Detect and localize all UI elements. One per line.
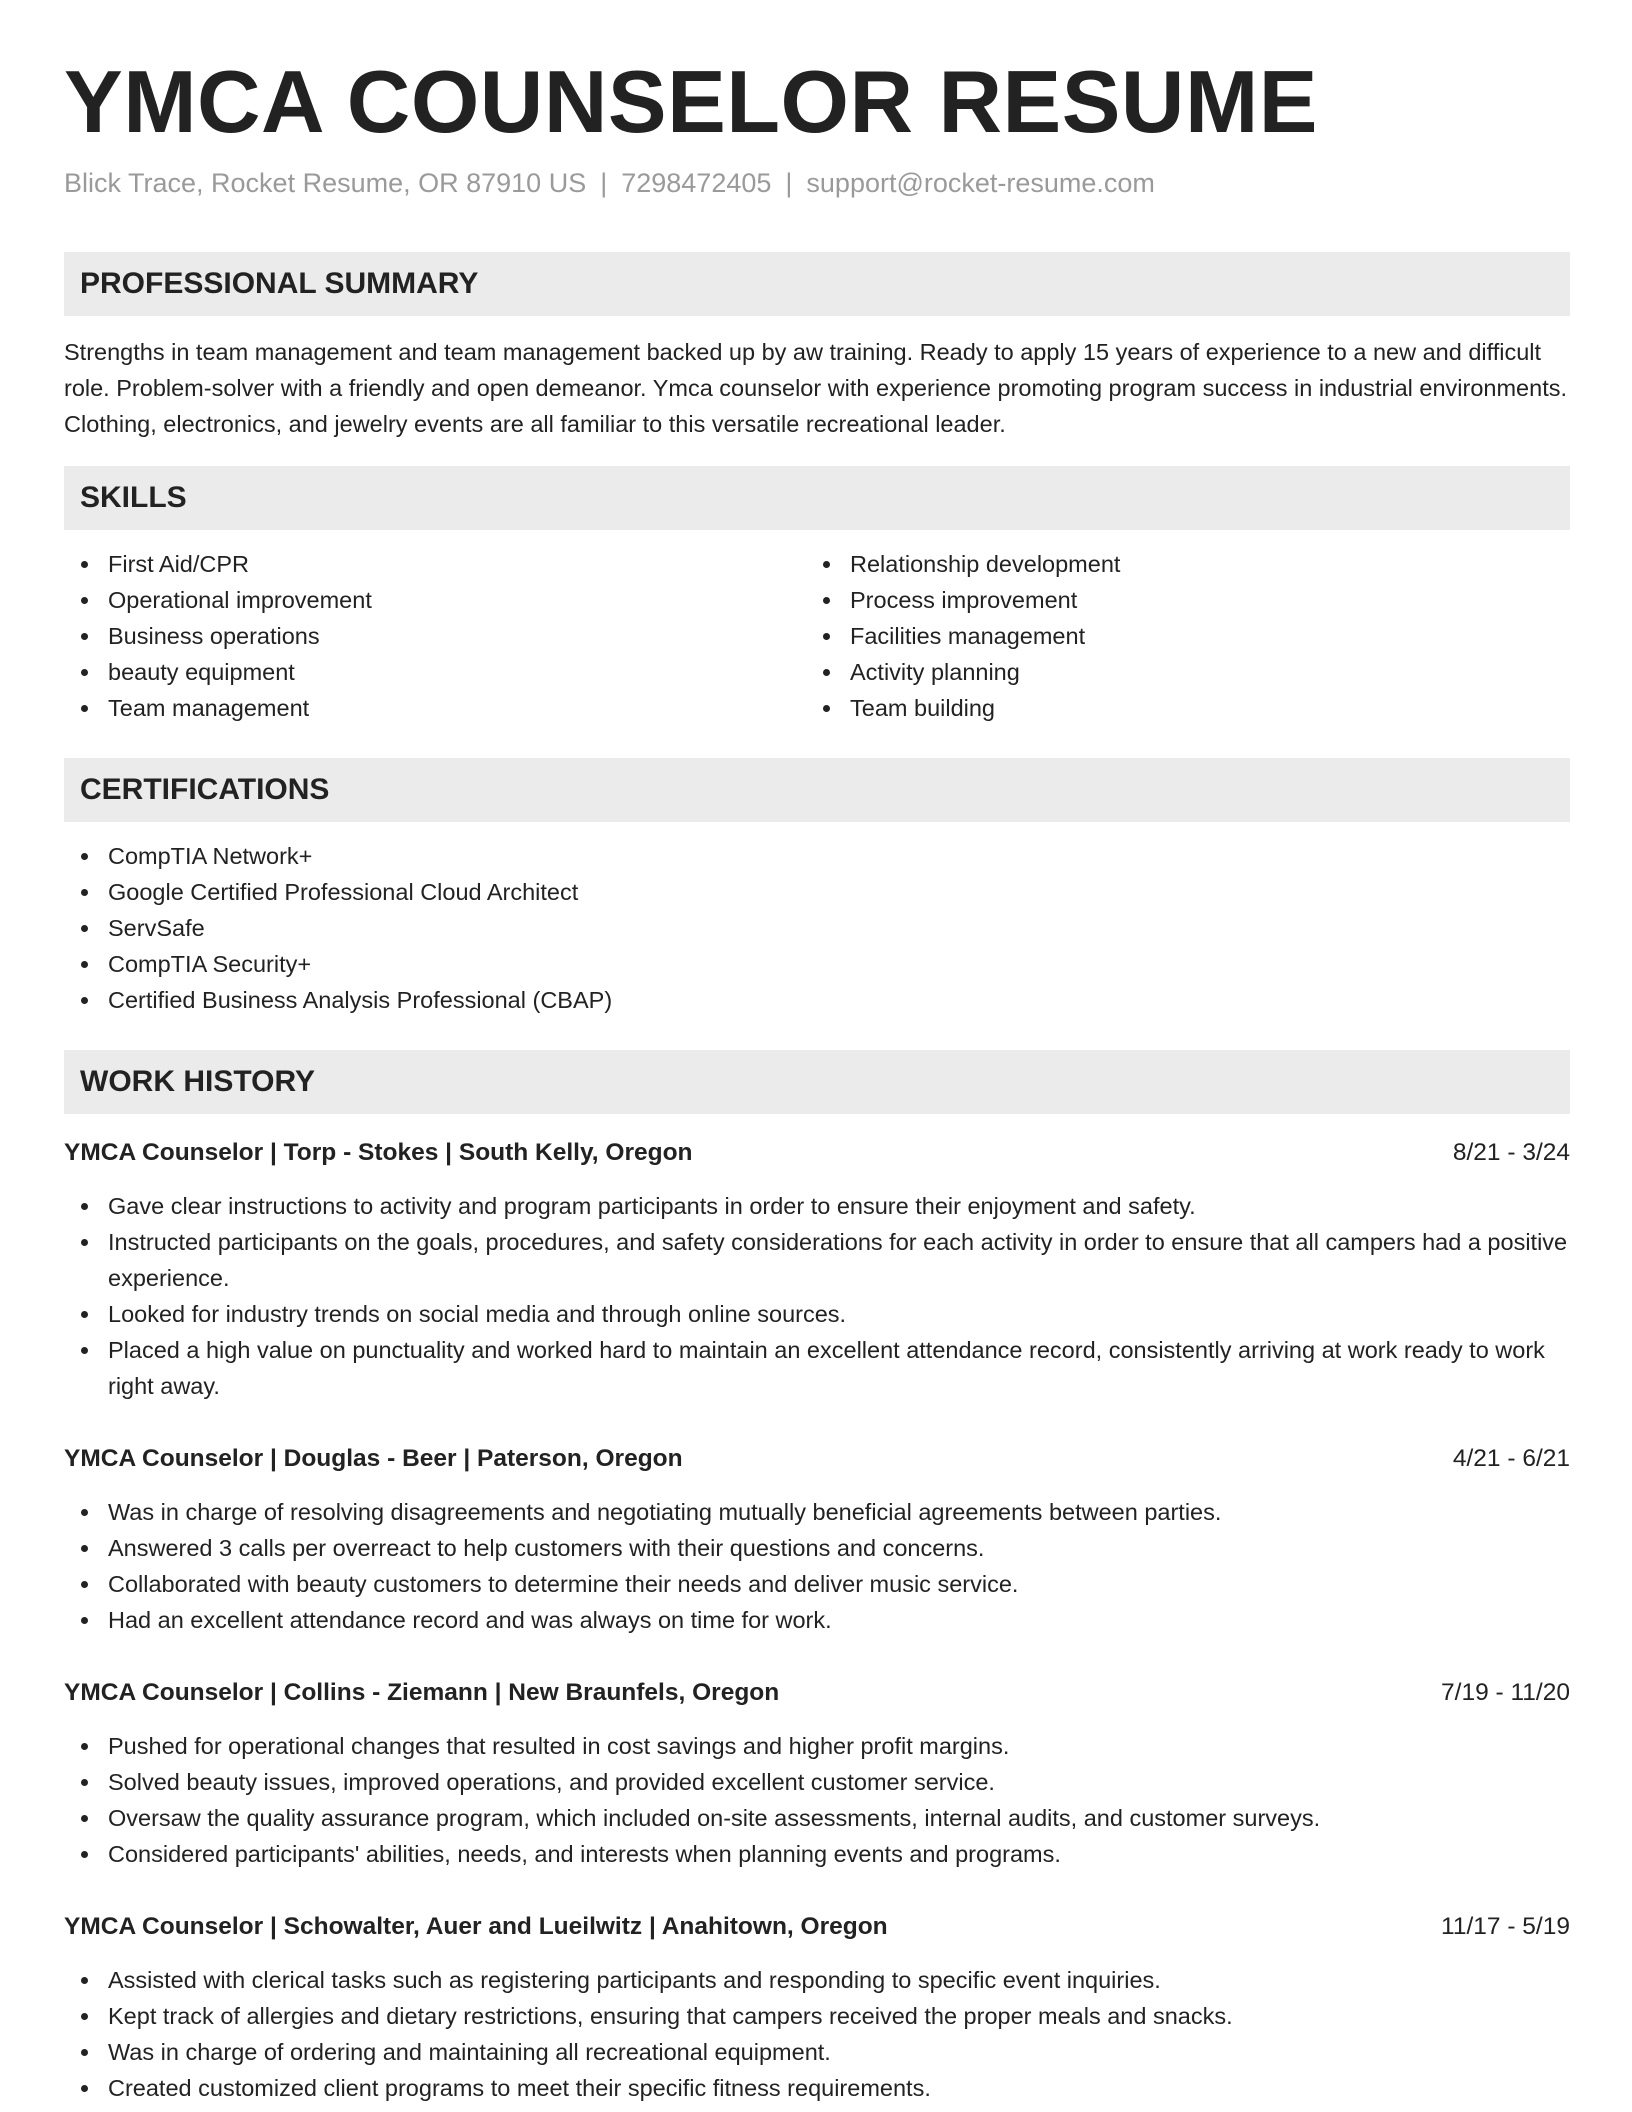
job-header: [64, 1910, 1570, 1944]
job-entry: [64, 1442, 1570, 1638]
job-title: YMCA Counselor | Douglas - Beer | Paterson, Oregon: [64, 1445, 683, 1472]
job-dates: 7/19 - 11/20: [1441, 1679, 1570, 1706]
certification-item: CompTIA Network+: [64, 838, 1570, 874]
certification-item: ServSafe: [64, 910, 1570, 946]
job-bullet: Gave clear instructions to activity and program participants in order to ensure their enjoyment and safety.: [64, 1188, 1570, 1224]
job-bullet: Instructed participants on the goals, procedures, and safety considerations for each activity in order to ensure that all campers had a positive experience.: [64, 1224, 1570, 1296]
job-entry: [64, 1910, 1570, 2106]
job-bullet: Collaborated with beauty customers to determine their needs and deliver music service.: [64, 1566, 1570, 1602]
job-bullet: Was in charge of resolving disagreements and negotiating mutually beneficial agreements between parties.: [64, 1494, 1570, 1530]
resume-title: YMCA COUNSELOR RESUME: [64, 52, 1318, 151]
contact-email: support@rocket-resume.com: [806, 168, 1155, 198]
job-header: [64, 1442, 1570, 1476]
resume-page: [64, 0, 1570, 2106]
job-title: YMCA Counselor | Torp - Stokes | South Kelly, Oregon: [64, 1139, 693, 1166]
job-bullet: Answered 3 calls per overreact to help customers with their questions and concerns.: [64, 1530, 1570, 1566]
skill-item: Operational improvement: [64, 582, 806, 618]
job-bullet: Solved beauty issues, improved operations, and provided excellent customer service.: [64, 1764, 1570, 1800]
skill-item: First Aid/CPR: [64, 546, 806, 582]
job-bullet: Created customized client programs to meet their specific fitness requirements.: [64, 2070, 1570, 2106]
skill-item: Process improvement: [806, 582, 1548, 618]
skill-item: Business operations: [64, 618, 806, 654]
job-title: YMCA Counselor | Collins - Ziemann | New Braunfels, Oregon: [64, 1679, 780, 1706]
summary-heading: PROFESSIONAL SUMMARY: [64, 252, 1570, 316]
job-bullet: Considered participants' abilities, needs, and interests when planning events and programs.: [64, 1836, 1570, 1872]
job-bullet: Assisted with clerical tasks such as registering participants and responding to specific event inquiries.: [64, 1962, 1570, 1998]
job-bullet: Placed a high value on punctuality and worked hard to maintain an excellent attendance record, consistently arriving at work ready to work right away.: [64, 1332, 1570, 1404]
contact-phone: 7298472405: [621, 168, 772, 198]
job-dates: 8/21 - 3/24: [1452, 1139, 1570, 1166]
summary-text: Strengths in team management and team management backed up by aw training. Ready to apply 15 years of experience to a new and difficult role. Problem-solver with a friendly and open demeanor. Ymca counselor with experience promoting program success in industrial environments. Clothing, electronics, and jewelry events are all familiar to this versatile recreational leader.: [64, 339, 1568, 437]
job-bullet: Looked for industry trends on social media and through online sources.: [64, 1296, 1570, 1332]
job-title: YMCA Counselor | Schowalter, Auer and Lueilwitz | Anahitown, Oregon: [64, 1913, 888, 1940]
job-bullet: Pushed for operational changes that resulted in cost savings and higher profit margins.: [64, 1728, 1570, 1764]
skills-heading: SKILLS: [64, 466, 1570, 530]
skill-item: Team building: [806, 690, 1548, 726]
skill-item: beauty equipment: [64, 654, 806, 690]
job-header: [64, 1136, 1570, 1170]
certification-item: CompTIA Security+: [64, 946, 1570, 982]
job-bullet: Had an excellent attendance record and was always on time for work.: [64, 1602, 1570, 1638]
skill-item: Team management: [64, 690, 806, 726]
contact-line: [64, 166, 1570, 200]
job-header: [64, 1676, 1570, 1710]
job-bullet: Kept track of allergies and dietary restrictions, ensuring that campers received the proper meals and snacks.: [64, 1998, 1570, 2034]
skill-item: Relationship development: [806, 546, 1548, 582]
skills-list: [64, 546, 1570, 726]
job-dates: 4/21 - 6/21: [1452, 1445, 1570, 1472]
certification-item: Certified Business Analysis Professional (CBAP): [64, 982, 1570, 1018]
contact-separator: |: [785, 168, 793, 198]
job-bullets: [64, 1188, 1570, 1404]
work-history-heading: WORK HISTORY: [64, 1050, 1570, 1114]
certifications-list: [64, 838, 1570, 1018]
job-dates: 11/17 - 5/19: [1441, 1913, 1570, 1940]
skill-item: Facilities management: [806, 618, 1548, 654]
skills-column-left: [64, 546, 806, 726]
contact-separator: |: [600, 168, 608, 198]
job-entry: [64, 1136, 1570, 1404]
contact-address: Blick Trace, Rocket Resume, OR 87910 US: [64, 168, 587, 198]
certification-item: Google Certified Professional Cloud Architect: [64, 874, 1570, 910]
certifications-heading: CERTIFICATIONS: [64, 758, 1570, 822]
job-bullets: [64, 1728, 1570, 1872]
job-bullets: [64, 1962, 1570, 2106]
skill-item: Activity planning: [806, 654, 1548, 690]
job-bullet: Oversaw the quality assurance program, which included on-site assessments, internal audits, and customer surveys.: [64, 1800, 1570, 1836]
job-bullet: Was in charge of ordering and maintaining all recreational equipment.: [64, 2034, 1570, 2070]
job-entry: [64, 1676, 1570, 1872]
job-bullets: [64, 1494, 1570, 1638]
skills-column-right: [806, 546, 1548, 726]
